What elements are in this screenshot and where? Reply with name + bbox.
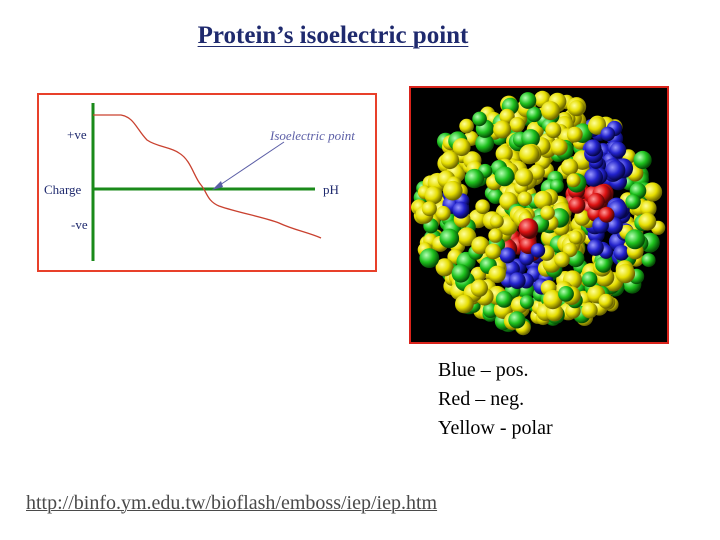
atom-sphere <box>510 117 525 132</box>
legend-blue: Blue – pos. <box>438 359 529 381</box>
charge-label: Charge <box>44 182 82 197</box>
atom-sphere <box>540 206 555 221</box>
atom-sphere <box>422 201 437 216</box>
atom-sphere <box>519 218 539 238</box>
atom-sphere <box>569 231 583 245</box>
atom-sphere <box>551 139 568 156</box>
atom-sphere <box>519 144 539 164</box>
atom-sphere <box>440 229 460 249</box>
atom-sphere <box>567 127 583 143</box>
atom-sphere <box>584 168 603 187</box>
atom-sphere <box>500 247 516 263</box>
atom-sphere <box>595 256 611 272</box>
atom-sphere <box>495 166 515 186</box>
atom-sphere <box>520 92 537 109</box>
atom-sphere <box>527 107 542 122</box>
atom-sphere <box>567 173 581 187</box>
chart-canvas <box>39 95 375 270</box>
atom-sphere <box>436 206 451 221</box>
atom-sphere <box>443 181 463 201</box>
atom-sphere <box>582 272 598 288</box>
atom-sphere <box>472 112 487 127</box>
atom-sphere <box>515 168 533 186</box>
atom-sphere <box>488 266 505 283</box>
isoelectric-annotation: Isoelectric point <box>270 128 355 143</box>
atom-sphere <box>584 139 601 156</box>
atom-sphere <box>561 159 578 176</box>
atom-sphere <box>599 294 614 309</box>
atom-sphere <box>587 239 604 256</box>
atom-sphere <box>518 192 533 207</box>
atom-sphere <box>520 295 534 309</box>
atom-sphere <box>452 202 469 219</box>
atom-sphere <box>531 243 545 257</box>
atom-sphere <box>490 214 504 228</box>
positive-label: +ve <box>67 127 87 142</box>
atom-sphere <box>488 228 502 242</box>
atom-sphere <box>459 119 474 134</box>
atom-sphere <box>582 302 598 318</box>
atom-sphere <box>639 213 657 231</box>
atom-sphere <box>475 199 490 214</box>
atom-sphere <box>509 272 526 289</box>
atom-sphere <box>554 252 570 268</box>
protein-spheres <box>411 88 667 342</box>
atom-sphere <box>610 142 626 158</box>
atom-sphere <box>625 194 640 209</box>
source-link[interactable]: http://binfo.ym.edu.tw/bioflash/emboss/iep/iep.htm <box>26 492 438 514</box>
annotation-arrow <box>217 142 284 187</box>
atom-sphere <box>569 100 585 116</box>
legend-red: Red – neg. <box>438 388 525 410</box>
atom-sphere <box>588 193 605 210</box>
color-legend <box>438 356 553 443</box>
atom-sphere <box>642 253 656 267</box>
page-title: Protein’s isoelectric point <box>197 22 469 49</box>
atom-sphere <box>493 121 511 139</box>
atom-sphere <box>599 207 615 223</box>
atom-sphere <box>625 229 645 249</box>
atom-sphere <box>485 244 501 260</box>
atom-sphere <box>545 122 561 138</box>
atom-sphere <box>634 151 652 169</box>
atom-sphere <box>419 248 439 268</box>
atom-sphere <box>471 280 488 297</box>
isoelectric-chart <box>37 93 377 272</box>
atom-sphere <box>568 197 585 214</box>
atom-sphere <box>496 291 513 308</box>
atom-sphere <box>452 264 470 282</box>
atom-sphere <box>455 295 474 314</box>
atom-sphere <box>465 169 484 188</box>
atom-sphere <box>541 101 560 120</box>
ph-label: pH <box>323 182 339 197</box>
protein-structure-image <box>409 86 669 344</box>
legend-yellow: Yellow - polar <box>438 417 553 439</box>
atom-sphere <box>614 245 630 261</box>
atom-sphere <box>441 151 459 169</box>
negative-label: -ve <box>71 217 88 232</box>
atom-sphere <box>558 286 574 302</box>
atom-sphere <box>508 311 525 328</box>
atom-sphere <box>601 127 616 142</box>
atom-sphere <box>605 160 625 180</box>
atom-sphere <box>616 264 636 284</box>
